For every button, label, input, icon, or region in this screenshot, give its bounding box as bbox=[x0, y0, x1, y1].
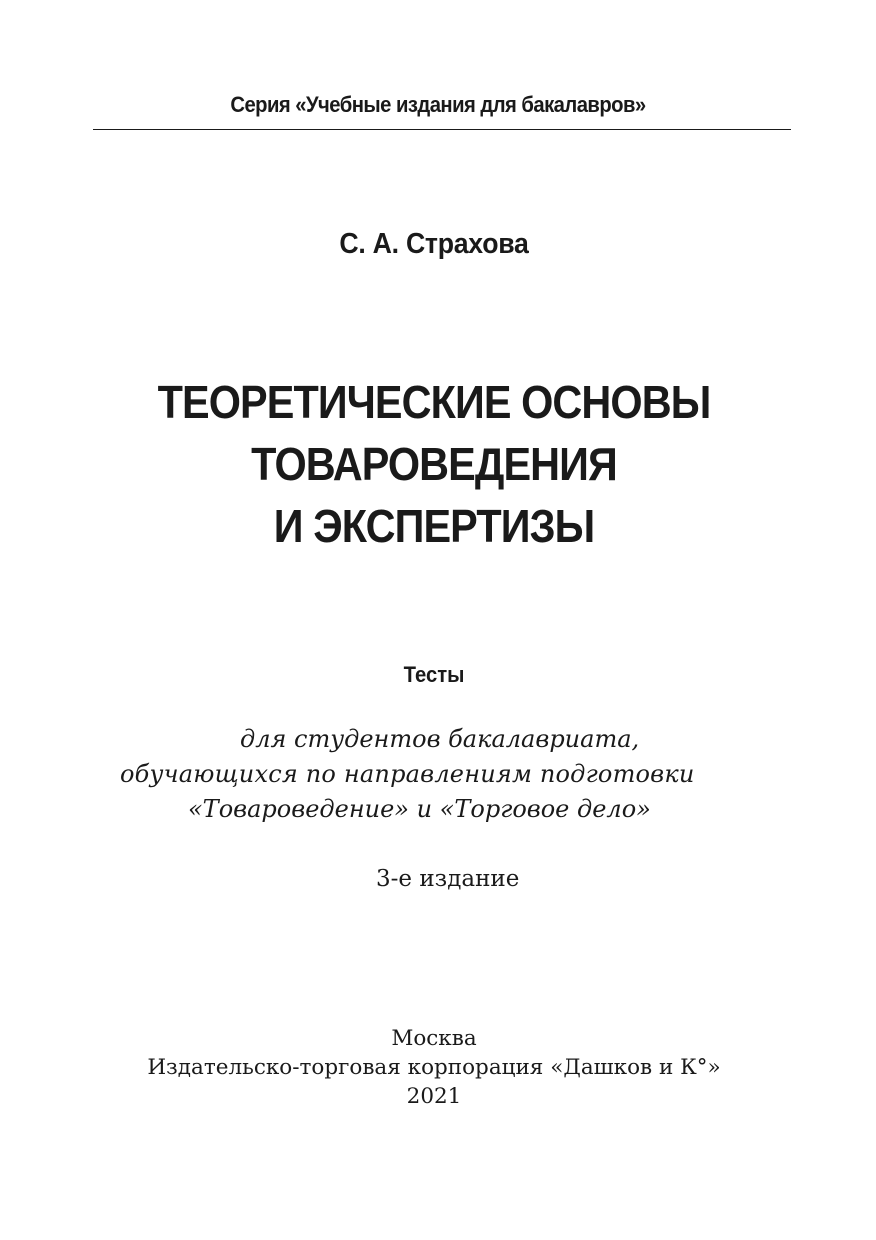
genre-label: Тесты bbox=[403, 662, 465, 687]
book-title-line-3: И ЭКСПЕРТИЗЫ bbox=[273, 500, 595, 552]
audience-line-1: для студентов бакалавриата, bbox=[240, 725, 640, 753]
book-title-line-1: ТЕОРЕТИЧЕСКИЕ ОСНОВЫ bbox=[157, 376, 711, 428]
author-name: С. А. Страхова bbox=[339, 228, 529, 260]
imprint-publisher: Издательско-торговая корпорация «Дашков и К°» bbox=[147, 1055, 721, 1080]
book-title-line-2: ТОВАРОВЕДЕНИЯ bbox=[251, 438, 617, 490]
book-title bbox=[43, 371, 824, 557]
audience-line-2: обучающихся по направлениям подготовки bbox=[120, 760, 695, 788]
imprint bbox=[0, 1024, 868, 1111]
header-divider bbox=[93, 129, 791, 130]
audience-line-3: «Товароведение» и «Торговое дело» bbox=[188, 795, 651, 823]
series-title: Серия «Учебные издания для бакалавров» bbox=[230, 92, 646, 117]
imprint-city: Москва bbox=[391, 1026, 477, 1051]
edition-label: 3-е издание bbox=[376, 866, 520, 892]
imprint-year: 2021 bbox=[406, 1084, 462, 1109]
